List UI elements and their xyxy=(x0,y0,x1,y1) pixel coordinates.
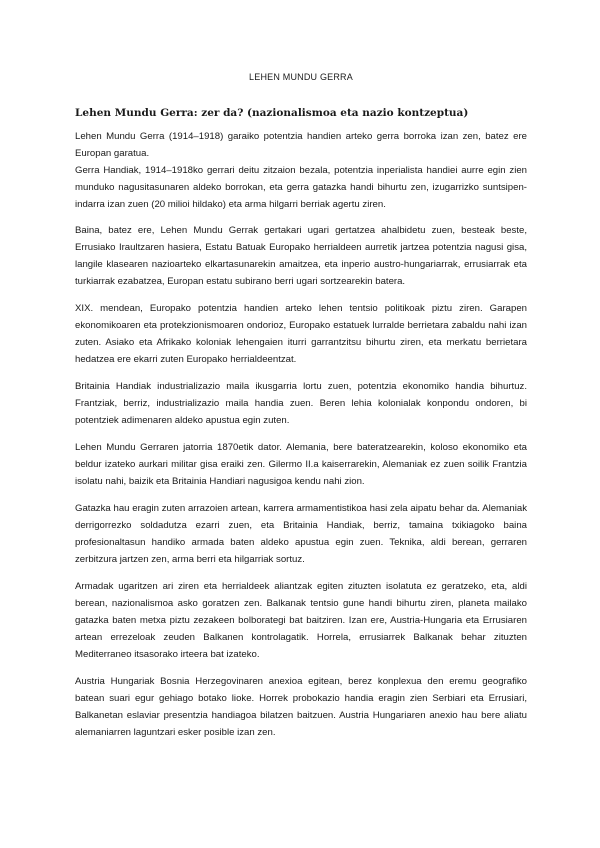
paragraph-1: Lehen Mundu Gerra (1914–1918) garaiko potentzia handien arteko gerra borroka izan zen, batez ere Europan garatua. xyxy=(75,131,527,159)
paragraph-8: Armadak ugaritzen ari ziren eta herrialdeek aliantzak egiten zituzten isolatuta ez geratzeko, eta, aldi berean, nazionalismoa asko goratzen zen. Balkanak tentsio gune handi bihurtu ziren, planeta mailako gatazka baten metxa piztu zezakeen bolborategi bat baitziren. Izan ere, Austria-Hungaria eta Errusiaren artean errezeloak zeuden Balkanen kontrolagatik. Horrela, errusiarrek Balkanak behar zituzten Mediterraneo itsasorako irteera bat izateko. xyxy=(75,581,527,660)
paragraph-4: XIX. mendean, Europako potentzia handien arteko lehen tentsio politikoak piztu ziren. Garapen ekonomikoaren eta protekzionismoaren ondorioz, Europako estatuek lurralde berrietara zabaldu nahi izan zuten. Asiako eta Afrikako koloniak lehengaien iturri garrantzitsu bihurtu ziren, eta merkatu berrietara hedatzea ere ekarri zuten Europako herrialdeentzat. xyxy=(75,303,527,365)
paragraph-7: Gatazka hau eragin zuten arrazoien artean, karrera armamentistikoa hasi zela aipatu behar da. Alemaniak derrigorrezko soldadutza ezarri zuen, eta Britainia Handiak, berriz, tamaina txikiagoko baina profesionaltasun handiko armada baten aldeko apustua egin zuen. Teknika, aldi berean, gerraren zerbitzura jartzen zen, arma berri eta hilgarriak sortuz. xyxy=(75,503,527,565)
section-heading: Lehen Mundu Gerra: zer da? (nazionalismoa eta nazio kontzeptua) xyxy=(75,107,469,119)
paragraph-5: Britainia Handiak industrializazio maila ikusgarria lortu zuen, potentzia ekonomiko handia bihurtuz. Frantziak, berriz, industrializazio maila handia zuen. Beren lehia kolonialak konpondu ondoren, bi potentziek adimenaren aldeko apustua egin zuten. xyxy=(75,381,527,426)
page-title: LEHEN MUNDU GERRA xyxy=(249,72,353,82)
paragraph-3: Baina, batez ere, Lehen Mundu Gerrak gertakari ugari gertatzea ahalbidetu zuen, besteak beste, Errusiako Iraultzaren hasiera, Estatu Batuak Europako herrialdeen aurretik jartzea potentzia nagusi gisa, langile klasearen nazioarteko elkartasunarekin amaitzea, eta inperio austro-hungariarrak, errusiarrak eta turkiarrak ezabatzea, Europan estatu subirano berri ugari sortzearekin batera. xyxy=(75,225,527,287)
paragraph-2: Gerra Handiak, 1914–1918ko gerrari deitu zitzaion bezala, potentzia inperialista handiei aurre egin zien munduko nagusitasunaren aldeko borrokan, eta gerra gatazka handi bihurtu zen, izugarrizko suntsipen-indarra izan zuen (20 milioi hildako) eta arma hilgarri berriak agertu ziren. xyxy=(75,165,527,210)
paragraph-9: Austria Hungariak Bosnia Herzegovinaren anexioa egitean, berez konplexua den eremu geografiko batean suari egur gehiago botako lioke. Horrek probokazio handia eragin zien Serbiari eta Errusiari, Balkanetan eslaviar presentzia handiagoa bilatzen baitzuen. Austria Hungariaren anexio hau bere aliatu alemaniarren laguntzari esker posible izan zen. xyxy=(75,676,527,738)
paragraph-6: Lehen Mundu Gerraren jatorria 1870etik dator. Alemania, bere bateratzearekin, koloso ekonomiko eta beldur izateko aurkari militar gisa eraiki zen. Gilermo II.a kaiserrarekin, Alemaniak ez zuen soilik Frantzia isolatu nahi, baizik eta Britainia Handiari nagusigoa kendu nahi zion. xyxy=(75,442,527,487)
